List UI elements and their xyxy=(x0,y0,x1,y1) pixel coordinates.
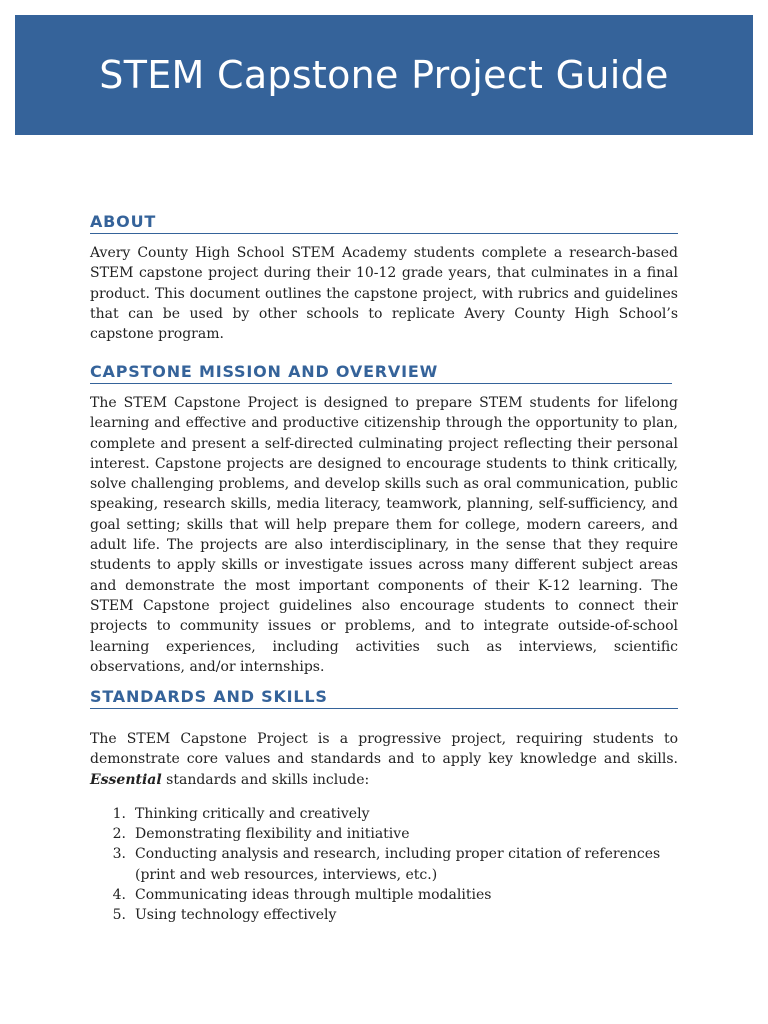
list-item-text: Communicating ideas through multiple modalities xyxy=(135,887,492,904)
mission-paragraph: The STEM Capstone Project is designed to prepare STEM students for lifelong learning and effective and productive citizenship through the opportunity to plan, complete and present a self-directed culminating project reflecting their personal interest. Capstone projects are designed to encourage students to think critically, solve challenging problems, and develop skills such as oral communication, public speaking, research skills, media literacy, teamwork, planning, self-sufficiency, and goal setting; skills that will help prepare them for college, modern careers, and adult life. The projects are also interdisciplinary, in the sense that they require students to apply skills or investigate issues across many different subject areas and demonstrate the most important components of their K-12 learning. The STEM Capstone project guidelines also encourage students to connect their projects to community issues or problems, and to integrate outside-of-school learning experiences, including activities such as interviews, scientific observations, and/or internships. xyxy=(90,395,678,675)
standards-section xyxy=(90,687,678,926)
list-item-number: 3. xyxy=(112,846,126,863)
standards-intro-tail: standards and skills include: xyxy=(166,771,370,788)
standards-intro-text: The STEM Capstone Project is a progressive project, requiring students to demonstrate core values and standards and to apply key knowledge and skills. xyxy=(90,731,678,768)
list-item-text: Conducting analysis and research, including proper citation of references (print and web resources, interviews, etc.) xyxy=(135,846,661,883)
list-item-text: Using technology effectively xyxy=(135,907,337,924)
list-item-text: Thinking critically and creatively xyxy=(135,805,370,822)
list-item xyxy=(90,885,678,905)
about-paragraph: Avery County High School STEM Academy students complete a research-based STEM capstone project during their 10-12 grade years, that culminates in a final product. This document outlines the capstone project, with rubrics and guidelines that can be used by other schools to replicate Avery County High School’s capstone program. xyxy=(90,245,678,343)
list-item xyxy=(90,824,678,844)
skills-list xyxy=(90,804,678,926)
list-item-text: Demonstrating flexibility and initiative xyxy=(135,826,410,843)
list-item xyxy=(90,844,678,885)
essential-emphasis: Essential xyxy=(90,771,162,788)
about-section xyxy=(90,212,678,344)
list-item-number: 2. xyxy=(112,826,126,843)
list-item-number: 4. xyxy=(112,887,126,904)
about-heading: ABOUT xyxy=(90,212,678,234)
mission-heading: CAPSTONE MISSION AND OVERVIEW xyxy=(90,362,672,384)
list-item-number: 1. xyxy=(112,805,126,822)
list-item xyxy=(90,905,678,925)
standards-heading: STANDARDS AND SKILLS xyxy=(90,687,678,709)
page-title: STEM Capstone Project Guide xyxy=(99,53,669,97)
list-item-number: 5. xyxy=(112,907,126,924)
standards-intro xyxy=(90,729,678,790)
title-banner xyxy=(15,15,753,135)
mission-section xyxy=(90,362,678,677)
list-item xyxy=(90,804,678,824)
